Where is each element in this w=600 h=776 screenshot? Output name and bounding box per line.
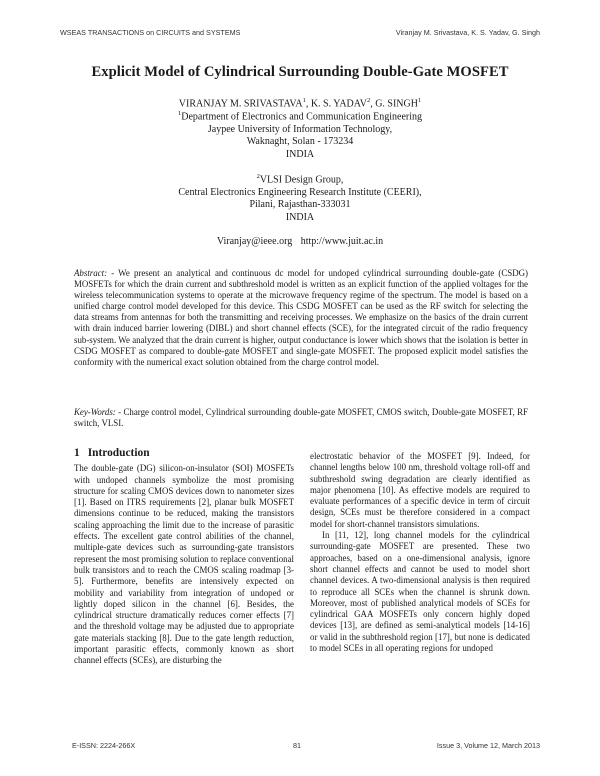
abstract-text: We present an analytical and continuous dc model for undoped cylindrical surrounding double-gate (CSDG) MOSFETs for which the drain current and subthreshold model is written as an explicit function of the applied voltages for the wireless telecommunication systems to operate at the microwave frequency regime of the spectrum. The model is based on a unified charge control model developed for this device. This CSDG MOSFET can be used as the RF switch for selecting the data streams from antennas for both the transmitting and receiving processes. We emphasize on the basics of the drain current with drain induced barrier lowering (DIBL) and short channel effects (SCE), for the integrated circuit of the radio frequency sub-system. We analyzed that the drain current is higher, output conductance is lower which shows that the isolation is better in CSDG MOSFET as compared to double-gate MOSFET and single-gate MOSFET. The proposed explicit model satisfies the conformity with the numerical exact solution obtained from the charge control model. — [74, 268, 528, 367]
paragraph: In [11, 12], long channel models for the cylindrical surrounding-gate MOSFET are presented. These two approaches, based on a one-dimensional analysis, ignore short channel effects and cannot be used to model short channel devices. A two-dimensional analysis is then required to reproduce all SCEs when the channel is shrunk down. Moreover, most of published analytical models of SCEs for cylindrical GAA MOSFETs only concern highly doped devices [13], are defined as semi-analytical models [14-16] or valid in the subthreshold region [17], but none is dedicated to model SCEs in all operating regions for undoped — [310, 530, 530, 654]
footer-page-number: 81 — [293, 741, 301, 750]
affiliation-line: Jaypee University of Information Technology, — [207, 123, 393, 135]
author-name: K. S. YADAV — [310, 98, 367, 110]
affiliation-line: Central Electronics Engineering Research Institute (CEERI), — [178, 186, 422, 198]
affiliation-line: Pilani, Rajasthan-333031 — [249, 199, 351, 211]
abstract — [74, 268, 528, 368]
paragraph: electrostatic behavior of the MOSFET [9]. Indeed, for channel lengths below 100 nm, threshold voltage roll-off and subthreshold swing degradation are clearly identified as major phenomena [10]. As effective models are required to evaluate performances of a specific device in term of circuit design, SCEs must be therefore considered in a compact model for short-channel transistors simulations. — [310, 451, 530, 529]
paper-title: Explicit Model of Cylindrical Surrounding Double-Gate MOSFET — [91, 64, 509, 80]
affiliation-2 — [0, 171, 600, 224]
footer-issue: Issue 3, Volume 12, March 2013 — [436, 741, 540, 750]
website-link[interactable]: http://www.juit.ac.in — [300, 236, 384, 247]
affiliation-line: INDIA — [285, 211, 315, 223]
affiliation-sup: 2 — [256, 173, 260, 180]
affiliation-sup: 1 — [177, 110, 182, 117]
author-list: VIRANJAY M. SRIVASTAVA$^1$, K. S. YADAV$^2$, G. SINGH$^1$ — [178, 97, 422, 110]
column-right — [310, 451, 530, 654]
affiliation-line: INDIA — [285, 148, 315, 160]
author-name: VIRANJAY M. SRIVASTAVA — [178, 98, 303, 110]
affiliation-line: Department of Electronics and Communication Engineering — [181, 111, 422, 123]
footer-issn: E-ISSN: 2224-266X — [72, 741, 136, 750]
keywords-label: Key-Words: - — [74, 407, 122, 417]
author-name: G. SINGH — [375, 98, 418, 110]
abstract-label: Abstract: - — [74, 268, 115, 278]
author-sup: 1 — [417, 97, 422, 104]
email-link[interactable]: Viranjay@ieee.org — [216, 236, 293, 247]
column-left — [74, 448, 294, 667]
keywords — [74, 407, 528, 429]
paragraph: The double-gate (DG) silicon-on-insulator (SOI) MOSFETs with undoped channels symbolize the most promising structure for scaling CMOS devices down to nanometer sizes [1]. Based on ITRS requirements [2], planar bulk MOSFET dimensions continue to be reduced, making the transistors scaling approaching the limit due to the increase of parasitic effects. The excellent gate control abilities of the channel, multiple-gate devices such as surrounding-gate transistors represent the most promising solution to replace conventional bulk transistors and to reach the CMOS scaling roadmap [3-5]. Furthermore, benefits are intensively expected on mobility and variability from integration of undoped or lightly doped silicon in the channel [6]. Besides, the cylindrical structure dramatically reduces corner effects [7] and the threshold voltage may be adjusted due to appropriate gate materials stacking [8]. Due to the gate length reduction, important parasitic effects, commonly known as short channel effects (SCEs), are disturbing the — [74, 463, 294, 666]
section-title: Introduction — [87, 447, 150, 459]
section-number: 1 — [74, 447, 80, 459]
running-header-authors: Viranjay M. Srivastava, K. S. Yadav, G. Singh — [395, 28, 540, 37]
running-header-journal: WSEAS TRANSACTIONS on CIRCUITS and SYSTEMS — [60, 28, 241, 37]
affiliation-line: VLSI Design Group, — [259, 174, 344, 186]
author-sup: 2 — [366, 97, 371, 104]
affiliation-1 — [0, 108, 600, 161]
author-sup: 1 — [302, 97, 306, 104]
affiliation-line: Waknaght, Solan - 173234 — [246, 136, 354, 148]
section-heading — [74, 448, 294, 459]
contact-line — [0, 236, 600, 247]
keywords-text: Charge control model, Cylindrical surrounding double-gate MOSFET, CMOS switch, Double-gate MOSFET, RF switch, VLSI. — [74, 407, 528, 429]
